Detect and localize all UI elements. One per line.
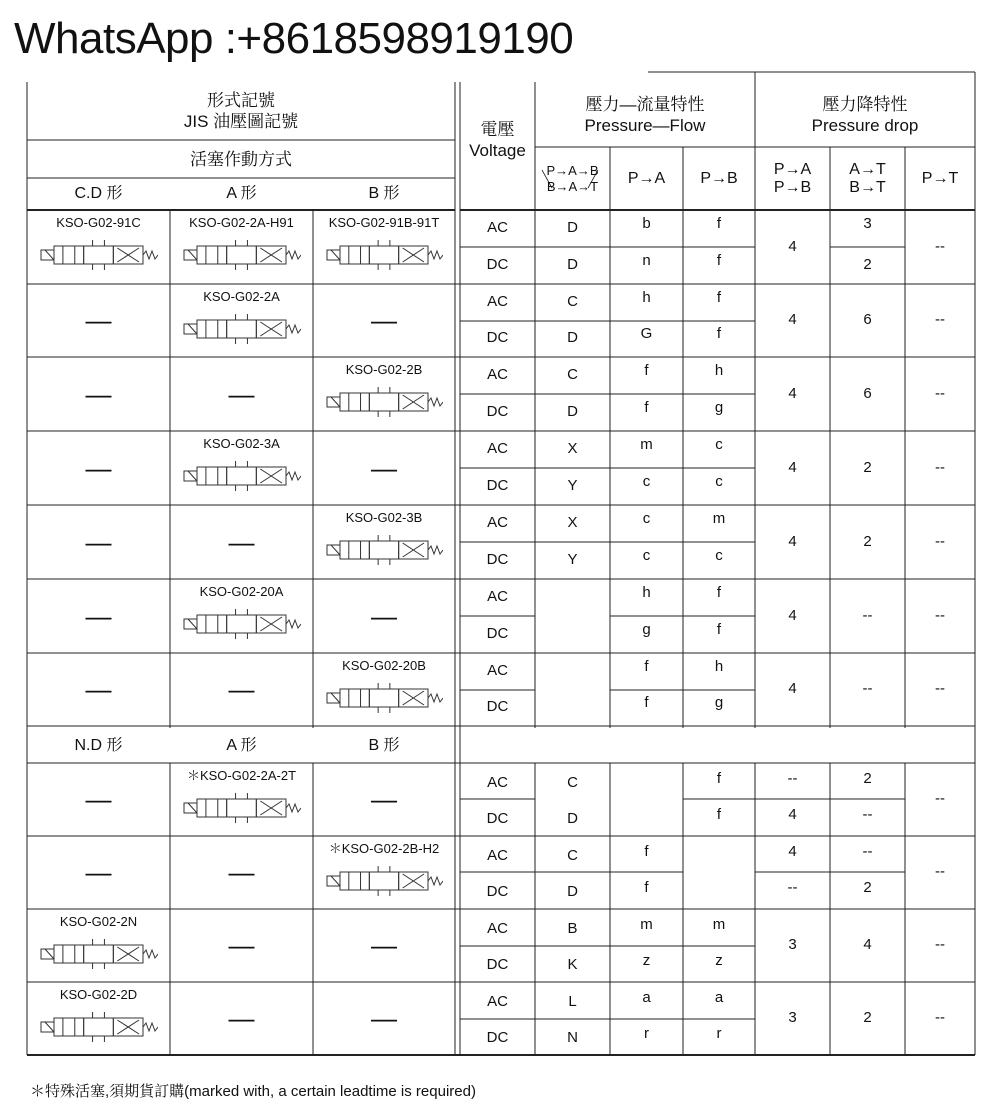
pf-col1-cell: D	[567, 403, 578, 421]
empty-dash: —	[85, 378, 112, 409]
voltage-cell: DC	[486, 625, 509, 643]
pf-col2-cell: b	[642, 215, 651, 233]
valve-symbol-icon	[182, 607, 301, 641]
voltage-cell: DC	[486, 883, 509, 901]
model-name: KSO-G02-2A	[203, 288, 280, 304]
voltage-cell: DC	[486, 403, 509, 421]
pd-col3-cell: --	[935, 606, 945, 624]
pf-col2-cell: g	[642, 621, 651, 639]
voltage-cell: AC	[487, 219, 508, 237]
voltage-cell: AC	[487, 366, 508, 384]
pf-col1-cell: Y	[567, 551, 578, 569]
pd-col1-cell: 4	[788, 237, 797, 255]
pf-col2-cell: G	[640, 325, 653, 343]
empty-dash: —	[228, 526, 255, 557]
empty-dash: —	[228, 674, 255, 705]
pf-col1-cell: D	[567, 329, 578, 347]
pf-col2-cell: h	[642, 288, 651, 306]
pf-col3-cell: z	[715, 952, 723, 970]
model-name: KSO-G02-91C	[56, 214, 141, 230]
model-name: KSO-G02-2A-H91	[189, 214, 294, 230]
pf-col3-cell: f	[716, 288, 722, 306]
empty-dash: —	[85, 784, 112, 815]
pf-col3-header: P→B	[700, 170, 738, 187]
pf-col1-cell	[535, 653, 610, 690]
pf-col1-cell: C	[567, 773, 578, 791]
pd-col1-b: P→B	[773, 179, 812, 196]
pd-col3-cell: --	[935, 790, 945, 808]
pf-col1-cell: C	[567, 366, 578, 384]
pd-col1-cell: 4	[788, 311, 797, 329]
cd-type-label: C.D 形	[74, 185, 123, 202]
pd-col1-cell: 4	[788, 458, 797, 476]
model-name: KSO-G02-3A	[203, 435, 280, 451]
pf-col2-cell: f	[644, 694, 649, 712]
pf-col2-cell	[610, 761, 683, 798]
pf-col1-cell: L	[568, 992, 577, 1010]
pf-col2-cell: c	[642, 510, 651, 528]
valve-symbol-icon	[182, 459, 301, 493]
voltage-cell: AC	[487, 919, 508, 937]
pf-col1-cell	[535, 616, 610, 653]
valve-symbol-icon	[39, 937, 158, 971]
model-name: ＊KSO-G02-2A-2T	[186, 767, 297, 783]
pd-col3-cell: --	[935, 311, 945, 329]
pf-col2-cell: h	[642, 584, 651, 602]
empty-dash: —	[85, 674, 112, 705]
model-name: KSO-G02-91B-91T	[328, 214, 440, 230]
pf-col3-cell: r	[716, 1025, 722, 1043]
jis-title-1: 形式記號	[207, 90, 275, 110]
pf-col2-cell: f	[644, 657, 649, 675]
voltage-cell: AC	[487, 773, 508, 791]
pd-col3-header: P→T	[921, 170, 959, 187]
pf-col1-cell: X	[567, 440, 578, 458]
pf-col1-a: P→A→B	[546, 162, 599, 178]
voltage-cell: DC	[486, 256, 509, 274]
pf-col2-cell: f	[644, 879, 649, 897]
valve-symbol-icon	[182, 238, 301, 272]
valve-symbol-icon	[39, 238, 158, 272]
pd-col2-cell: 2	[863, 458, 872, 476]
voltage-zh: 電壓	[480, 119, 515, 139]
nd-a-type-label: A 形	[226, 736, 257, 754]
empty-dash: —	[228, 930, 255, 961]
empty-dash: —	[371, 1003, 397, 1034]
pd-col1-cell: 3	[788, 1009, 797, 1027]
pf-col1-b: B→A→T	[546, 179, 599, 194]
pd-col2-cell: 4	[863, 936, 872, 954]
pf-col2-header: P→A	[627, 170, 666, 187]
pf-col2-cell: c	[642, 473, 651, 491]
valve-symbol-icon	[182, 791, 301, 825]
pf-col3-cell: f	[716, 584, 722, 602]
pd-col3-cell: --	[935, 1009, 945, 1027]
empty-dash: —	[85, 526, 112, 557]
pd-col2-cell: 6	[863, 384, 872, 402]
pd-col2-cell: 2	[863, 1009, 872, 1027]
voltage-cell: DC	[486, 810, 509, 828]
valve-symbol-icon	[325, 533, 443, 567]
pf-col1-cell: C	[567, 846, 578, 864]
valve-symbol-icon	[325, 864, 443, 898]
pf-col2-cell: z	[642, 952, 651, 970]
pf-col3-cell	[683, 871, 755, 908]
empty-dash: —	[371, 600, 397, 631]
empty-dash: —	[85, 857, 112, 888]
voltage-cell: AC	[487, 514, 508, 532]
model-name: KSO-G02-2N	[59, 913, 138, 929]
voltage-cell: DC	[486, 477, 509, 495]
empty-dash: —	[85, 305, 112, 336]
pd-en: Pressure drop	[811, 116, 919, 135]
pd-zh: 壓力降特性	[822, 94, 908, 114]
empty-dash: —	[228, 1003, 255, 1034]
a-type-label: A 形	[226, 185, 257, 202]
pf-col3-cell: m	[712, 510, 726, 528]
pf-col2-cell: f	[644, 842, 649, 860]
pf-col2-cell: f	[644, 399, 649, 417]
pf-col3-cell: f	[716, 806, 722, 824]
voltage-cell: AC	[487, 292, 508, 310]
pf-col3-cell: c	[715, 436, 723, 454]
pd-col1-cell: 4	[788, 606, 797, 624]
voltage-cell: AC	[487, 588, 508, 606]
valve-symbol-icon	[182, 312, 301, 346]
piston-mode: 活塞作動方式	[190, 150, 292, 170]
pd-col3-cell: --	[935, 237, 945, 255]
empty-dash: —	[371, 452, 397, 483]
pf-col2-cell	[610, 798, 683, 835]
voltage-en: Voltage	[469, 141, 526, 160]
pf-col3-cell: g	[714, 399, 724, 417]
pd-col3-cell: --	[935, 680, 945, 698]
voltage-cell: AC	[487, 661, 508, 679]
pf-col3-cell	[683, 834, 755, 871]
pf-col1-cell	[535, 579, 610, 616]
empty-dash: —	[228, 857, 255, 888]
pf-col2-cell: c	[642, 547, 651, 565]
pd-col2-cell: 2	[863, 879, 872, 897]
empty-dash: —	[371, 930, 397, 961]
pf-col3-cell: f	[716, 215, 722, 233]
valve-symbol-icon	[325, 681, 443, 715]
pf-en: Pressure—Flow	[584, 116, 706, 135]
voltage-cell: DC	[486, 329, 509, 347]
nd-type-label: N.D 形	[74, 736, 123, 754]
pd-col2-cell: 6	[863, 311, 872, 329]
pf-col3-cell: f	[716, 769, 722, 787]
pf-col3-cell: f	[716, 252, 722, 270]
pf-col1-cell: X	[567, 514, 578, 532]
pd-col1-header	[755, 150, 830, 208]
pd-col2-cell: 2	[863, 769, 872, 787]
pd-col2-cell: --	[862, 806, 873, 824]
pf-col2-cell: a	[642, 988, 651, 1006]
pd-col2-b: B→T	[849, 179, 886, 196]
pd-col2-cell: 3	[863, 215, 872, 233]
model-name: ＊KSO-G02-2B-H2	[328, 840, 440, 856]
empty-dash: —	[85, 600, 112, 631]
valve-symbol-icon	[39, 1010, 158, 1044]
voltage-cell: DC	[486, 698, 509, 716]
pd-col3-cell: --	[935, 458, 945, 476]
pf-col3-cell: g	[714, 694, 724, 712]
pf-col1-cell: Y	[567, 477, 578, 495]
model-name: KSO-G02-20B	[342, 657, 426, 673]
pd-col2-cell: 2	[863, 532, 872, 550]
pd-col3-cell: --	[935, 532, 945, 550]
pd-col2-header	[830, 150, 905, 208]
voltage-header	[460, 110, 535, 170]
pf-col3-cell: f	[716, 325, 722, 343]
pd-col3-cell: --	[935, 936, 945, 954]
empty-dash: —	[228, 378, 255, 409]
pf-col1-cell: D	[567, 219, 578, 237]
pd-col2-cell: --	[862, 842, 873, 860]
model-name: KSO-G02-20A	[199, 583, 284, 599]
pf-col1-cell: C	[567, 292, 578, 310]
pf-col2-cell: n	[642, 252, 651, 270]
pf-col1-cell	[535, 690, 610, 727]
pd-col2-cell: --	[862, 606, 873, 624]
footnote: ＊特殊活塞,須期貨訂購(marked with, a certain leadtime is required)	[30, 1083, 476, 1100]
pf-col2-cell: f	[644, 362, 649, 380]
pf-col1-header	[535, 150, 610, 208]
model-name: KSO-G02-2D	[59, 986, 138, 1002]
pd-col1-cell: 4	[788, 842, 797, 860]
voltage-cell: AC	[487, 440, 508, 458]
pf-col1-cell: K	[567, 956, 578, 974]
model-name: KSO-G02-2B	[345, 361, 423, 377]
valve-symbol-icon	[325, 238, 443, 272]
pf-col1-cell: N	[567, 1029, 578, 1047]
voltage-cell: AC	[487, 846, 508, 864]
jis-header	[27, 84, 455, 138]
voltage-cell: DC	[486, 551, 509, 569]
pf-col2-cell: r	[644, 1025, 649, 1043]
voltage-cell: AC	[487, 992, 508, 1010]
pd-col1-cell: 4	[788, 806, 797, 824]
pd-col3-cell: --	[935, 863, 945, 881]
voltage-cell: DC	[486, 1029, 509, 1047]
pf-col3-cell: h	[714, 657, 724, 675]
model-name: KSO-G02-3B	[345, 509, 423, 525]
pf-col3-cell: c	[715, 473, 723, 491]
pd-col1-cell: --	[787, 769, 798, 787]
pf-col2-cell: m	[640, 915, 653, 933]
pf-col1-cell: D	[567, 883, 578, 901]
pd-col1-a: P→A	[773, 161, 812, 179]
pd-col2-cell: --	[862, 680, 873, 698]
pd-col1-cell: --	[787, 879, 798, 897]
jis-title-2: JIS 油壓圖記號	[183, 112, 299, 131]
pf-col3-cell: m	[712, 915, 726, 933]
empty-dash: —	[371, 305, 397, 336]
pf-col3-cell: h	[714, 362, 724, 380]
b-type-label: B 形	[368, 185, 400, 202]
pf-col3-cell: a	[714, 988, 724, 1006]
valve-symbol-icon	[325, 385, 443, 419]
pf-col1-cell: D	[567, 256, 578, 274]
pd-col2-cell: 2	[863, 256, 872, 274]
pd-col1-cell: 4	[788, 680, 797, 698]
pf-col3-cell: c	[715, 547, 723, 565]
pf-col3-cell: f	[716, 621, 722, 639]
pressure-drop-header	[755, 84, 975, 146]
empty-dash: —	[85, 452, 112, 483]
pd-col1-cell: 4	[788, 384, 797, 402]
pf-col1-cell: D	[567, 810, 578, 828]
pd-col3-cell: --	[935, 384, 945, 402]
voltage-cell: DC	[486, 956, 509, 974]
pf-col2-cell: m	[640, 436, 653, 454]
pressure-flow-header	[535, 84, 755, 146]
pf-zh: 壓力—流量特性	[585, 94, 705, 114]
pd-col2-a: A→T	[849, 161, 886, 179]
empty-dash: —	[371, 784, 397, 815]
pd-col1-cell: 3	[788, 936, 797, 954]
nd-b-type-label: B 形	[368, 736, 400, 754]
pf-col1-cell: B	[567, 919, 578, 937]
pd-col1-cell: 4	[788, 532, 797, 550]
watermark: WhatsApp :+8618598919190	[14, 14, 574, 63]
